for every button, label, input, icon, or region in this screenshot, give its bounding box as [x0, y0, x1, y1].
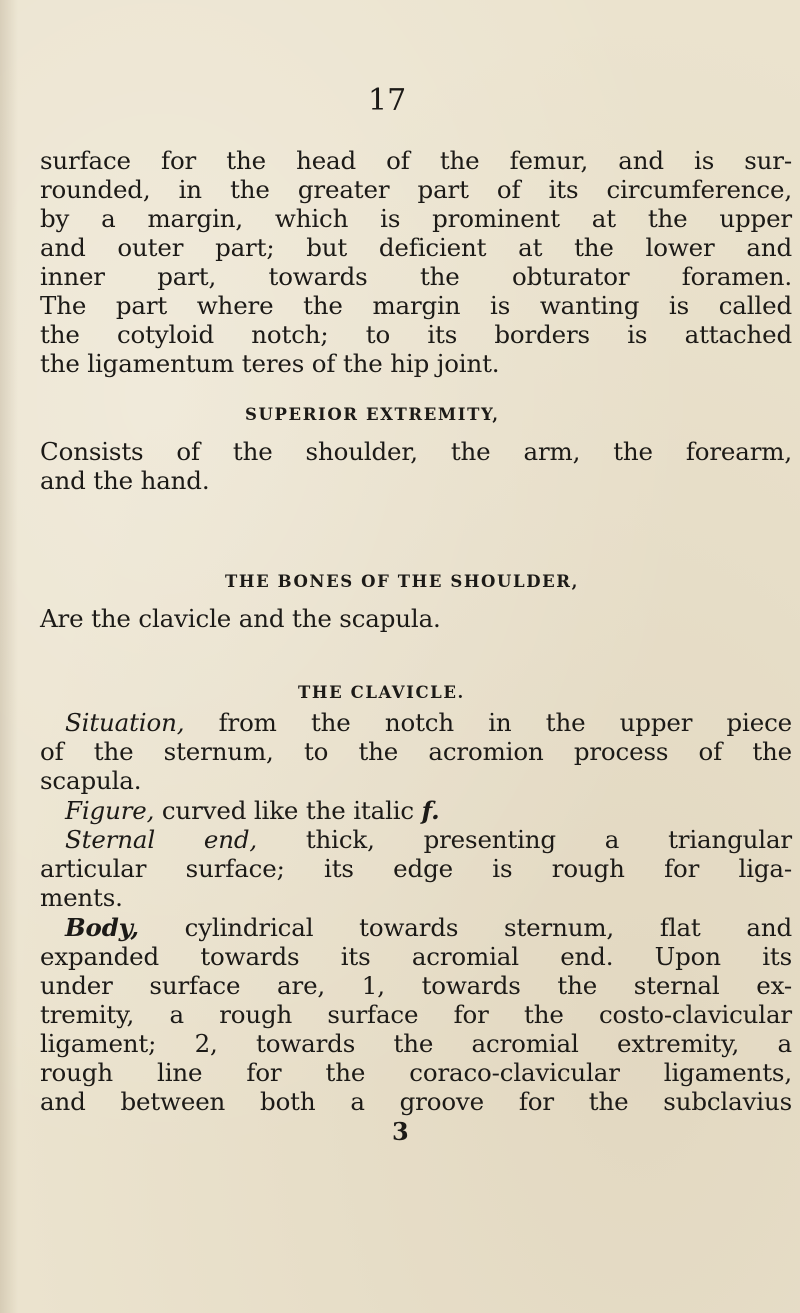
text-line: surface for the head of the femur, and is sur-	[40, 146, 792, 175]
text-line: scapula.	[40, 766, 142, 795]
page-number: 17	[368, 83, 407, 118]
paragraph-acetabulum	[40, 146, 792, 378]
heading-bones-of-shoulder: THE BONES OF THE SHOULDER,	[225, 572, 579, 591]
heading-clavicle: THE CLAVICLE.	[298, 683, 465, 702]
page-edge-shadow	[0, 0, 18, 1313]
text-line: ligament; 2, towards the acromial extremity, a	[40, 1029, 792, 1058]
paragraph-superior-extremity	[40, 437, 792, 495]
italic-f-glyph: f.	[421, 796, 440, 825]
text-line: Consists of the shoulder, the arm, the forearm,	[40, 437, 792, 466]
term-body: Body,	[65, 913, 139, 942]
text-line: tremity, a rough surface for the costo-clavicular	[40, 1000, 792, 1029]
text-line: rounded, in the greater part of its circumference,	[40, 175, 792, 204]
text-line: Situation, from the notch in the upper piece	[65, 708, 792, 737]
signature-mark: 3	[392, 1117, 409, 1146]
text-line: the ligamentum teres of the hip joint.	[40, 349, 500, 378]
text-line: of the sternum, to the acromion process of the	[40, 737, 792, 766]
text-line: Body, cylindrical towards sternum, flat and	[65, 913, 792, 942]
paragraph-figure: Figure, curved like the italic f.	[65, 796, 440, 825]
text-line: and outer part; but deficient at the lower and	[40, 233, 792, 262]
text-line: and between both a groove for the subclavius	[40, 1087, 792, 1116]
text-line: The part where the margin is wanting is called	[40, 291, 792, 320]
shoulder-text: Are the clavicle and the scapula.	[40, 604, 441, 633]
heading-superior-extremity: SUPERIOR EXTREMITY,	[245, 405, 500, 424]
term-figure: Figure,	[65, 796, 155, 825]
term-situation: Situation,	[65, 708, 185, 737]
paragraph-situation	[40, 708, 792, 795]
text-line: the cotyloid notch; to its borders is attached	[40, 320, 792, 349]
text-line: Sternal end, thick, presenting a triangular	[65, 825, 792, 854]
text-line: articular surface; its edge is rough for liga-	[40, 854, 792, 883]
text-line: under surface are, 1, towards the sternal ex-	[40, 971, 792, 1000]
text-line: ments.	[40, 883, 123, 912]
text-line: and the hand.	[40, 466, 210, 495]
text-line: expanded towards its acromial end. Upon its	[40, 942, 792, 971]
text-line: inner part, towards the obturator foramen.	[40, 262, 792, 291]
paragraph-body	[40, 913, 792, 1116]
paragraph-sternal-end	[40, 825, 792, 912]
text-line: rough line for the coraco-clavicular ligaments,	[40, 1058, 792, 1087]
text-line: by a margin, which is prominent at the upper	[40, 204, 792, 233]
term-sternal-end: Sternal end,	[65, 825, 257, 854]
